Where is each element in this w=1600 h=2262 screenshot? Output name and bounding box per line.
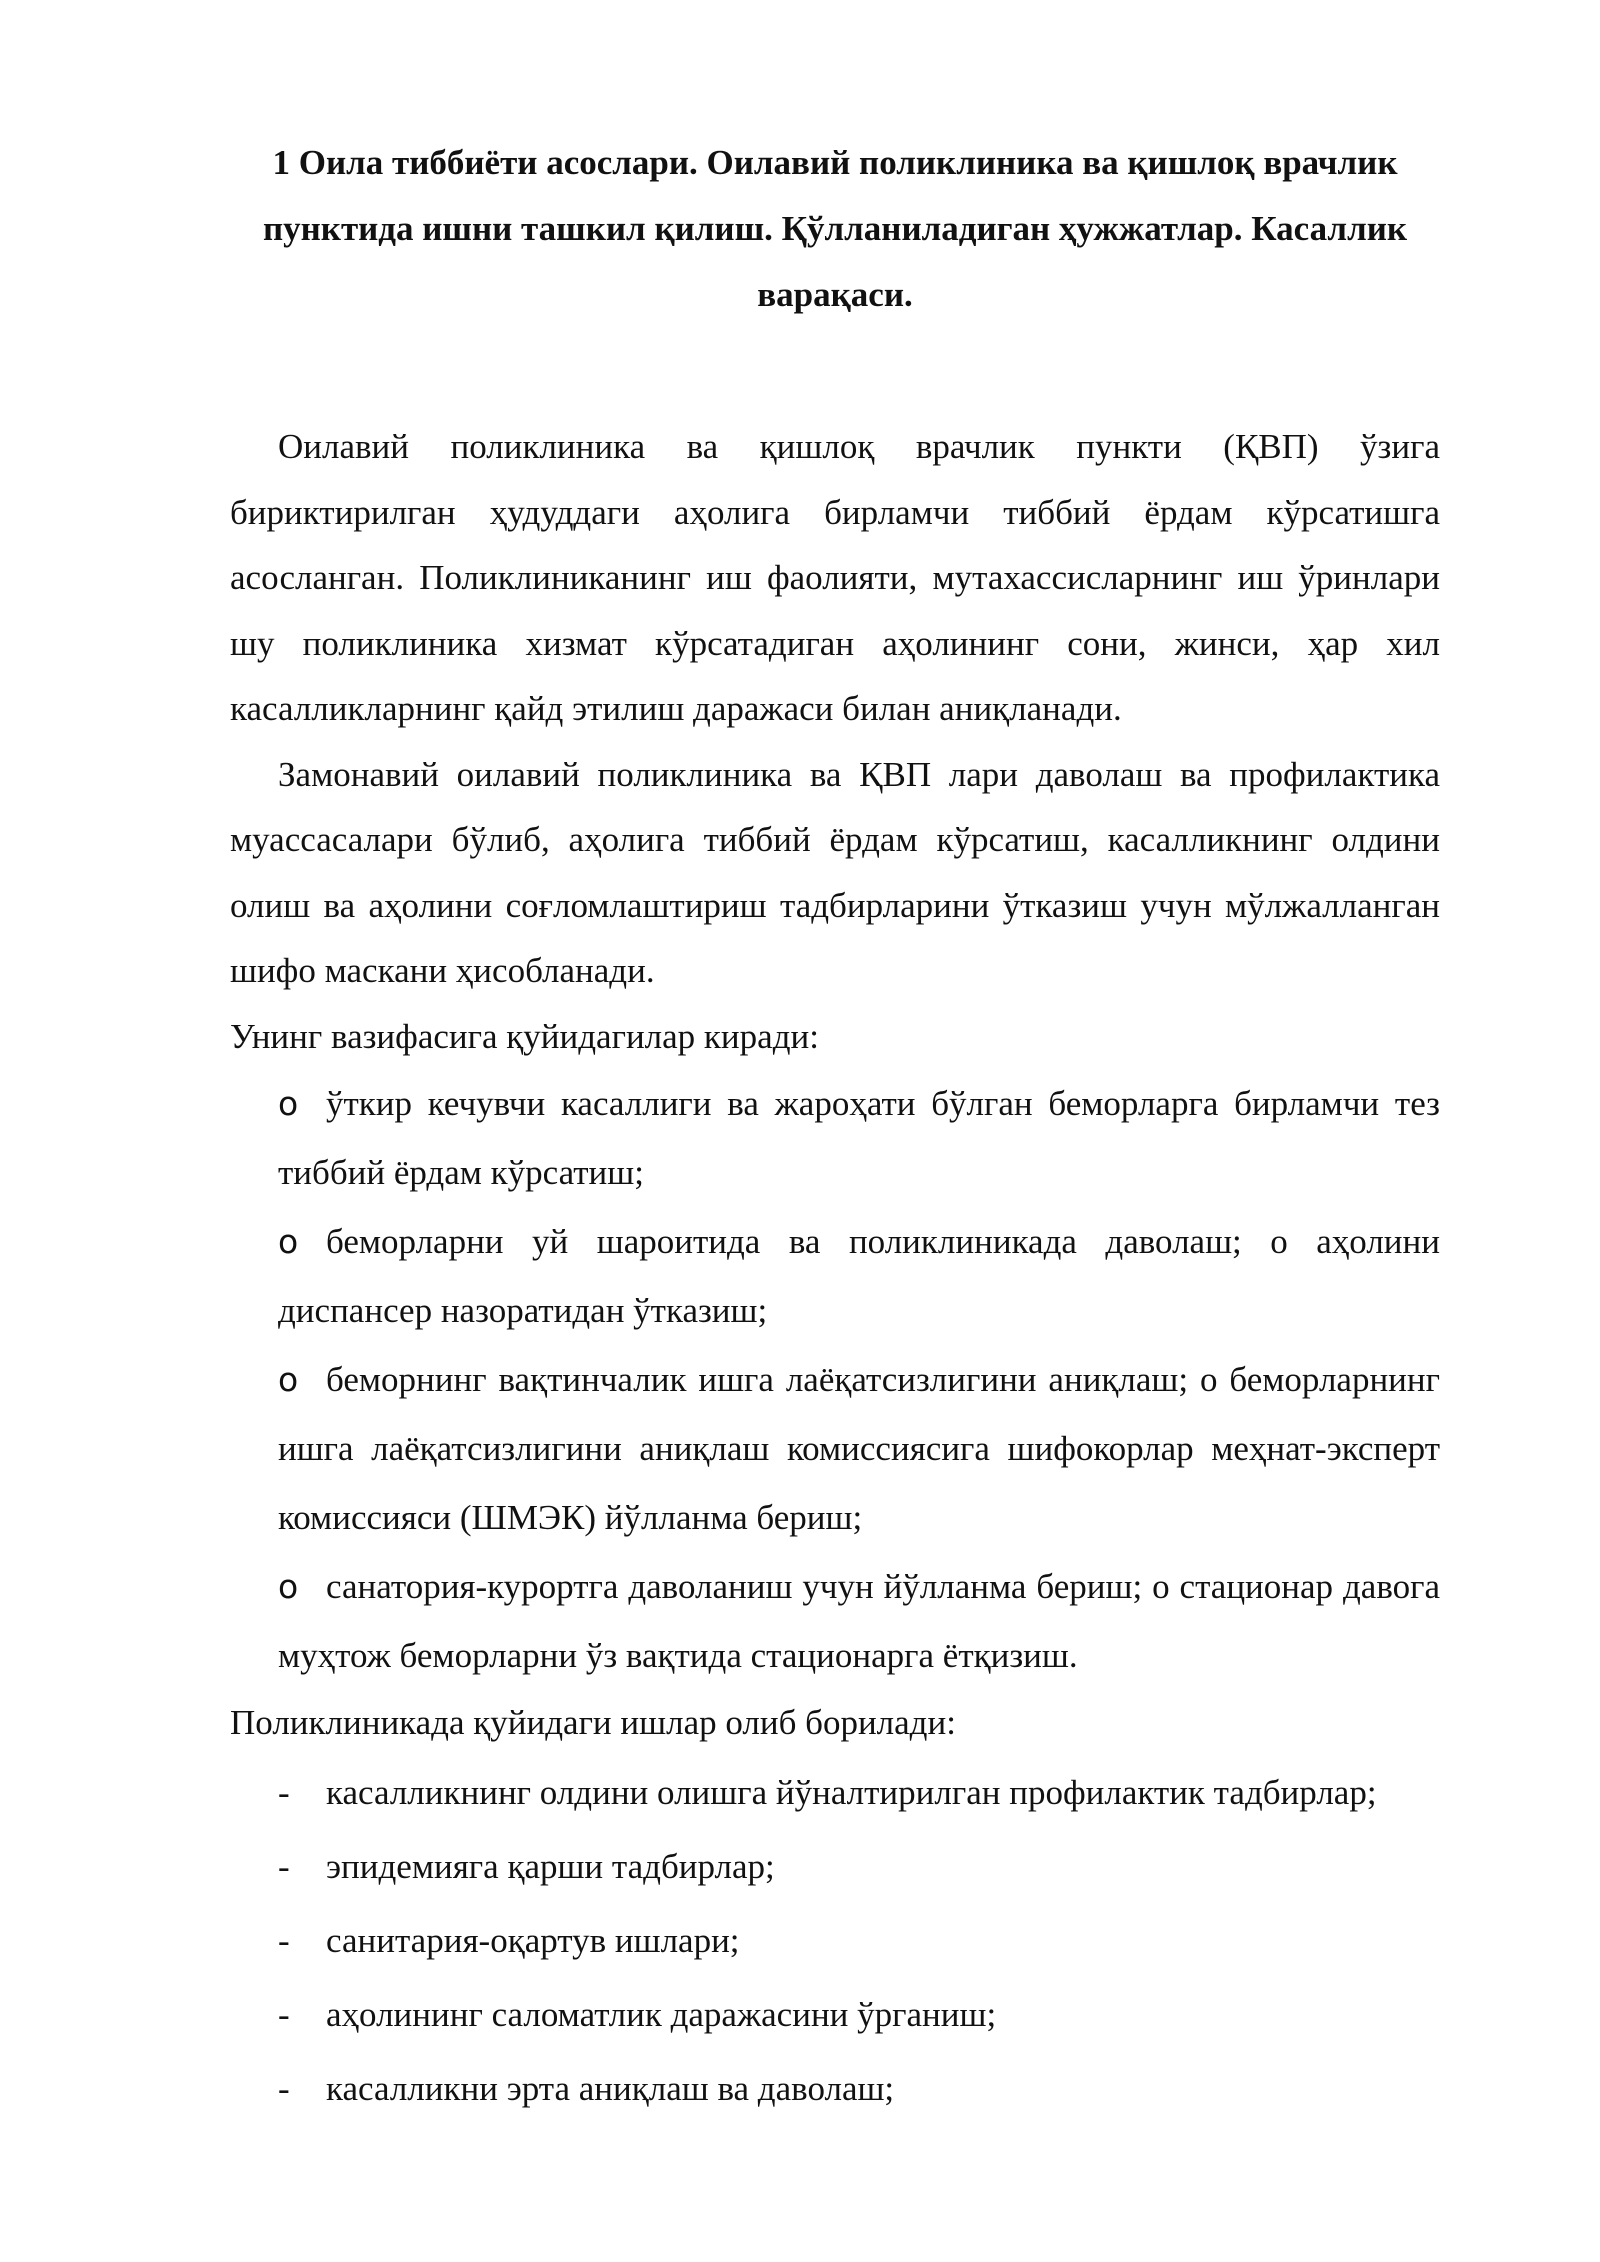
tasks-heading: Унинг вазифасига қуйидагилар киради: <box>230 1016 819 1056</box>
list-item <box>278 1904 1440 1978</box>
dash-icon: - <box>278 1846 290 1886</box>
list-item <box>278 1830 1440 1904</box>
list-item <box>278 2052 1440 2126</box>
list-item-text: эпидемияга қарши тадбирлар; <box>326 1846 775 1886</box>
dash-icon: - <box>278 1994 290 2034</box>
works-heading: Поликлиникада қуйидаги ишлар олиб борилади: <box>230 1703 956 1742</box>
paragraph-intro: Оилавий поликлиника ва қишлоқ врачлик пункти (ҚВП) ўзига бириктирилган ҳудуддаги аҳолига бирламчи тиббий ёрдам кўрсатишга асосланган. Поликлиниканинг иш фаолияти, мутахассисларнинг иш ўринлари шу поликлиника хизмат кўрсатадиган аҳолининг сони, жинси, ҳар хил касалликларнинг қайд этилиш даражаси билан аниқланади. <box>230 427 1440 728</box>
tasks-list <box>230 1069 1440 1690</box>
list-item-text: касалликни эрта аниқлаш ва даволаш; <box>326 2068 895 2108</box>
list-item <box>278 1069 1440 1207</box>
list-item <box>278 1345 1440 1552</box>
list-item-text: касалликнинг олдини олишга йўналтирилган профилактик тадбирлар; <box>326 1772 1377 1812</box>
dash-icon: - <box>278 1920 290 1960</box>
list-item-text: санитария-оқартув ишлари; <box>326 1920 740 1960</box>
list-item-text: беморларни уй шароитида ва поликлиникада даволаш; о аҳолини диспансер назоратидан ўтказиш; <box>278 1222 1440 1330</box>
bullet-o-icon: o <box>278 1360 299 1399</box>
bullet-o-icon: o <box>278 1222 299 1261</box>
paragraph-modern-clinics: Замонавий оилавий поликлиника ва ҚВП лари даволаш ва профилактика муассасалари бўлиб, аҳолига тиббий ёрдам кўрсатиш, касалликнинг олдини олиш ва аҳолини соғломлаштириш тадбирларини ўтказиш учун мўлжалланган шифо маскани ҳисобланади. <box>230 754 1440 990</box>
list-item-text: санатория-курортга даволаниш учун йўлланма бериш; о стационар давога муҳтож беморларни ўз вақтида стационарга ётқизиш. <box>278 1567 1440 1675</box>
bullet-o-icon: o <box>278 1567 299 1606</box>
list-item <box>278 1552 1440 1690</box>
document-page <box>230 130 1440 2126</box>
dash-icon: - <box>278 1772 290 1812</box>
list-item <box>278 1756 1440 1830</box>
list-item <box>278 1978 1440 2052</box>
dash-icon: - <box>278 2068 290 2108</box>
document-title: 1 Оила тиббиёти асослари. Оилавий поликлиника ва қишлоқ врачлик пунктида ишни ташкил қилиш. Қўлланиладиган ҳужжатлар. Касаллик варақаси. <box>262 143 1408 314</box>
list-item-text: ўткир кечувчи касаллиги ва жароҳати бўлган беморларга бирламчи тез тиббий ёрдам кўрсатиш; <box>278 1084 1440 1192</box>
list-item-text: аҳолининг саломатлик даражасини ўрганиш; <box>326 1994 997 2034</box>
works-list <box>230 1756 1440 2126</box>
list-item <box>278 1207 1440 1345</box>
bullet-o-icon: o <box>278 1084 299 1123</box>
list-item-text: беморнинг вақтинчалик ишга лаёқатсизлигини аниқлаш; о беморларнинг ишга лаёқатсизлигини аниқлаш комиссиясига шифокорлар меҳнат-эксперт комиссияси (ШМЭК) йўлланма бериш; <box>278 1360 1440 1537</box>
